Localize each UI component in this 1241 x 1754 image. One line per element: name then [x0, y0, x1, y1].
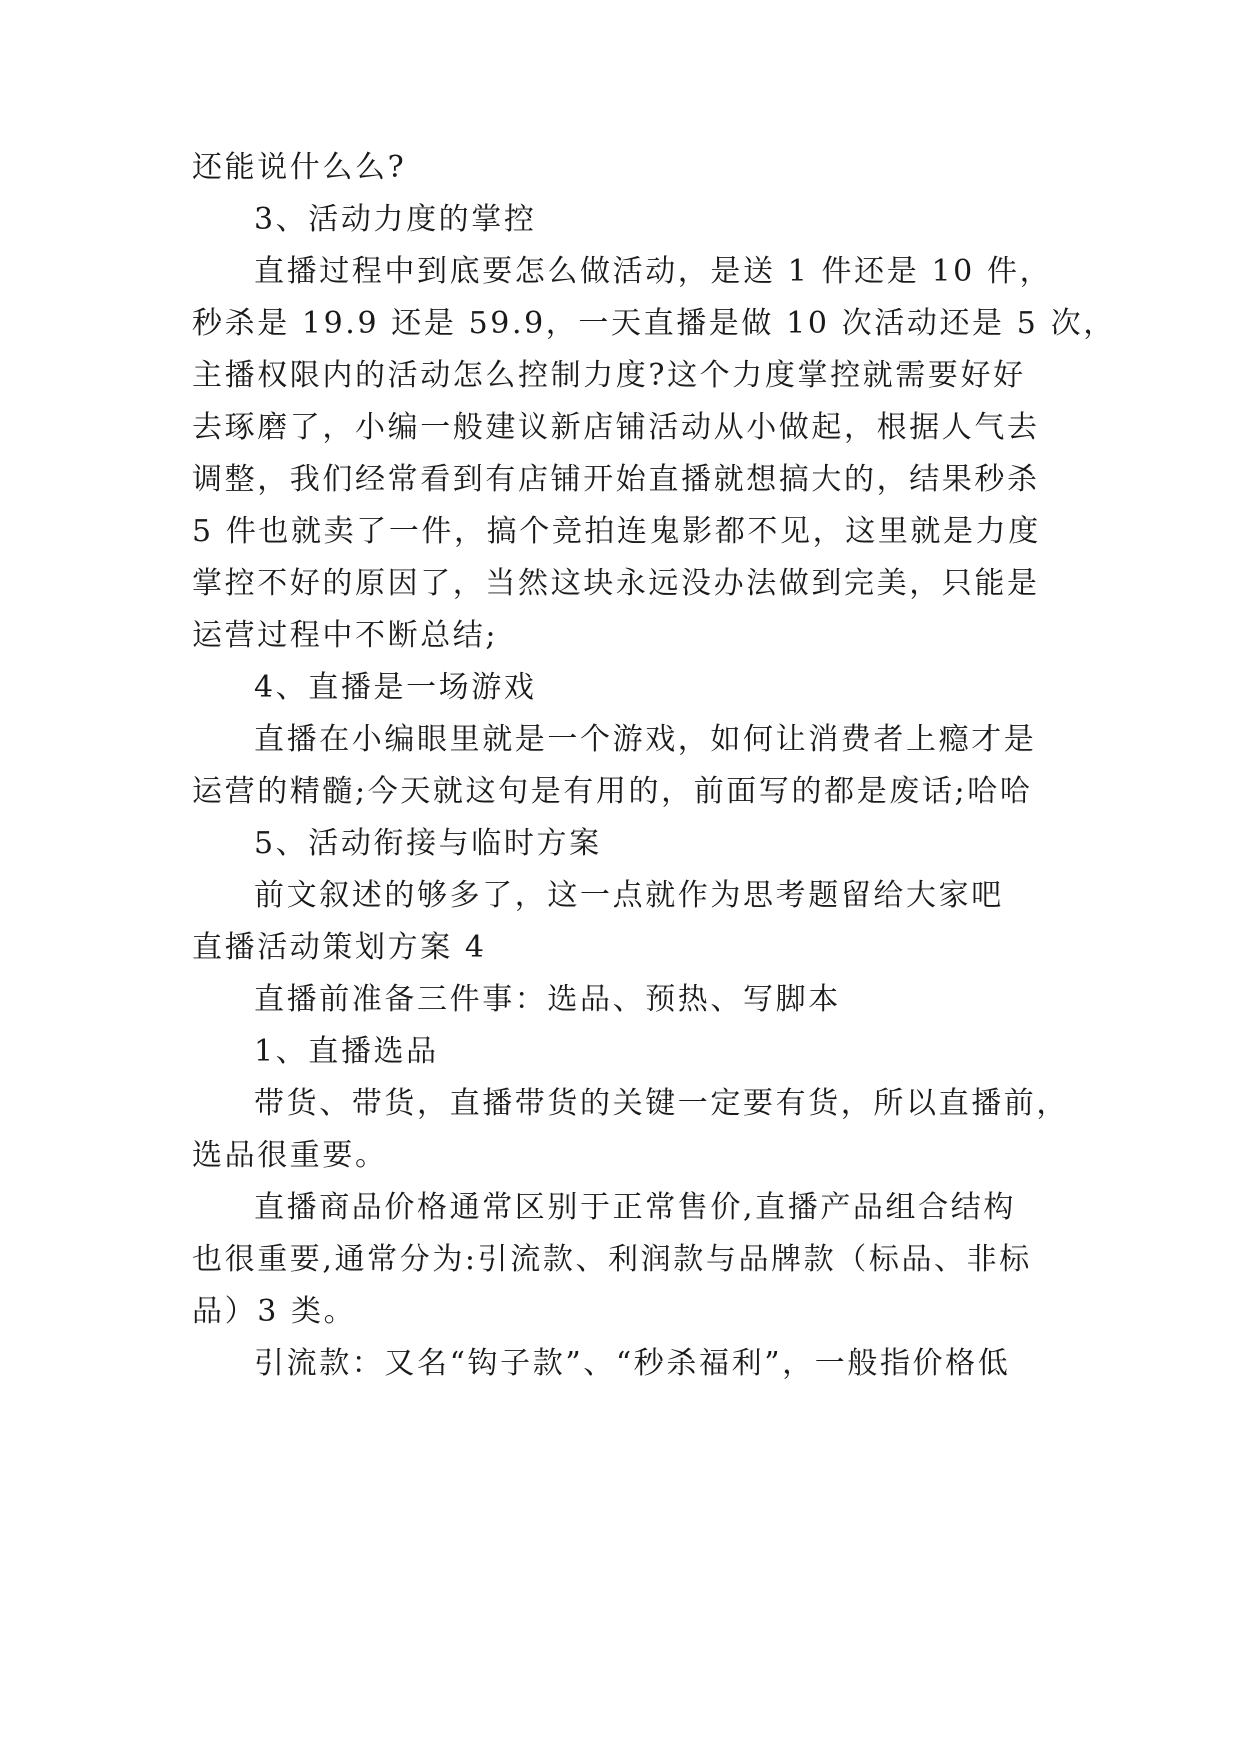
- paragraph-line: 直播前准备三件事：选品、预热、写脚本: [254, 982, 841, 1017]
- paragraph-line: 还能说什么么?: [192, 150, 407, 185]
- paragraph-line: 直播过程中到底要怎么做活动，是送 1 件还是 10 件，: [254, 254, 1053, 289]
- paragraph-line: 直播在小编眼里就是一个游戏，如何让消费者上瘾才是: [254, 722, 1037, 757]
- paragraph-line: 掌控不好的原因了，当然这块永远没办法做到完美，只能是: [192, 566, 1040, 601]
- paragraph-line: 运营过程中不断总结;: [192, 618, 499, 653]
- paragraph-line: 品）3 类。: [192, 1294, 357, 1329]
- paragraph-line: 调整，我们经常看到有店铺开始直播就想搞大的，结果秒杀: [192, 462, 1040, 497]
- paragraph-line: 也很重要,通常分为:引流款、利润款与品牌款（标品、非标: [192, 1242, 1032, 1277]
- paragraph-line: 选品很重要。: [192, 1138, 388, 1173]
- paragraph-line: 秒杀是 19.9 还是 59.9，一天直播是做 10 次活动还是 5 次，: [192, 306, 1116, 341]
- paragraph-line: 主播权限内的活动怎么控制力度?这个力度掌控就需要好好: [192, 358, 1026, 393]
- section-heading: 5、活动衔接与临时方案: [254, 826, 602, 861]
- section-heading: 3、活动力度的掌控: [254, 202, 537, 237]
- paragraph-line: 引流款：又名“钩子款”、“秒杀福利”，一般指价格低: [254, 1346, 1011, 1381]
- section-heading: 4、直播是一场游戏: [254, 670, 537, 705]
- paragraph-line: 去琢磨了，小编一般建议新店铺活动从小做起，根据人气去: [192, 410, 1040, 445]
- paragraph-line: 5 件也就卖了一件，搞个竞拍连鬼影都不见，这里就是力度: [192, 514, 1041, 549]
- document-heading: 直播活动策划方案 4: [192, 930, 487, 965]
- paragraph-line: 运营的精髓;今天就这句是有用的，前面写的都是废话;哈哈: [192, 774, 1033, 809]
- paragraph-line: 前文叙述的够多了，这一点就作为思考题留给大家吧: [254, 878, 1004, 913]
- section-heading: 1、直播选品: [254, 1034, 439, 1069]
- paragraph-line: 带货、带货，直播带货的关键一定要有货，所以直播前，: [254, 1086, 1069, 1121]
- paragraph-line: 直播商品价格通常区别于正常售价,直播产品组合结构: [254, 1190, 1016, 1225]
